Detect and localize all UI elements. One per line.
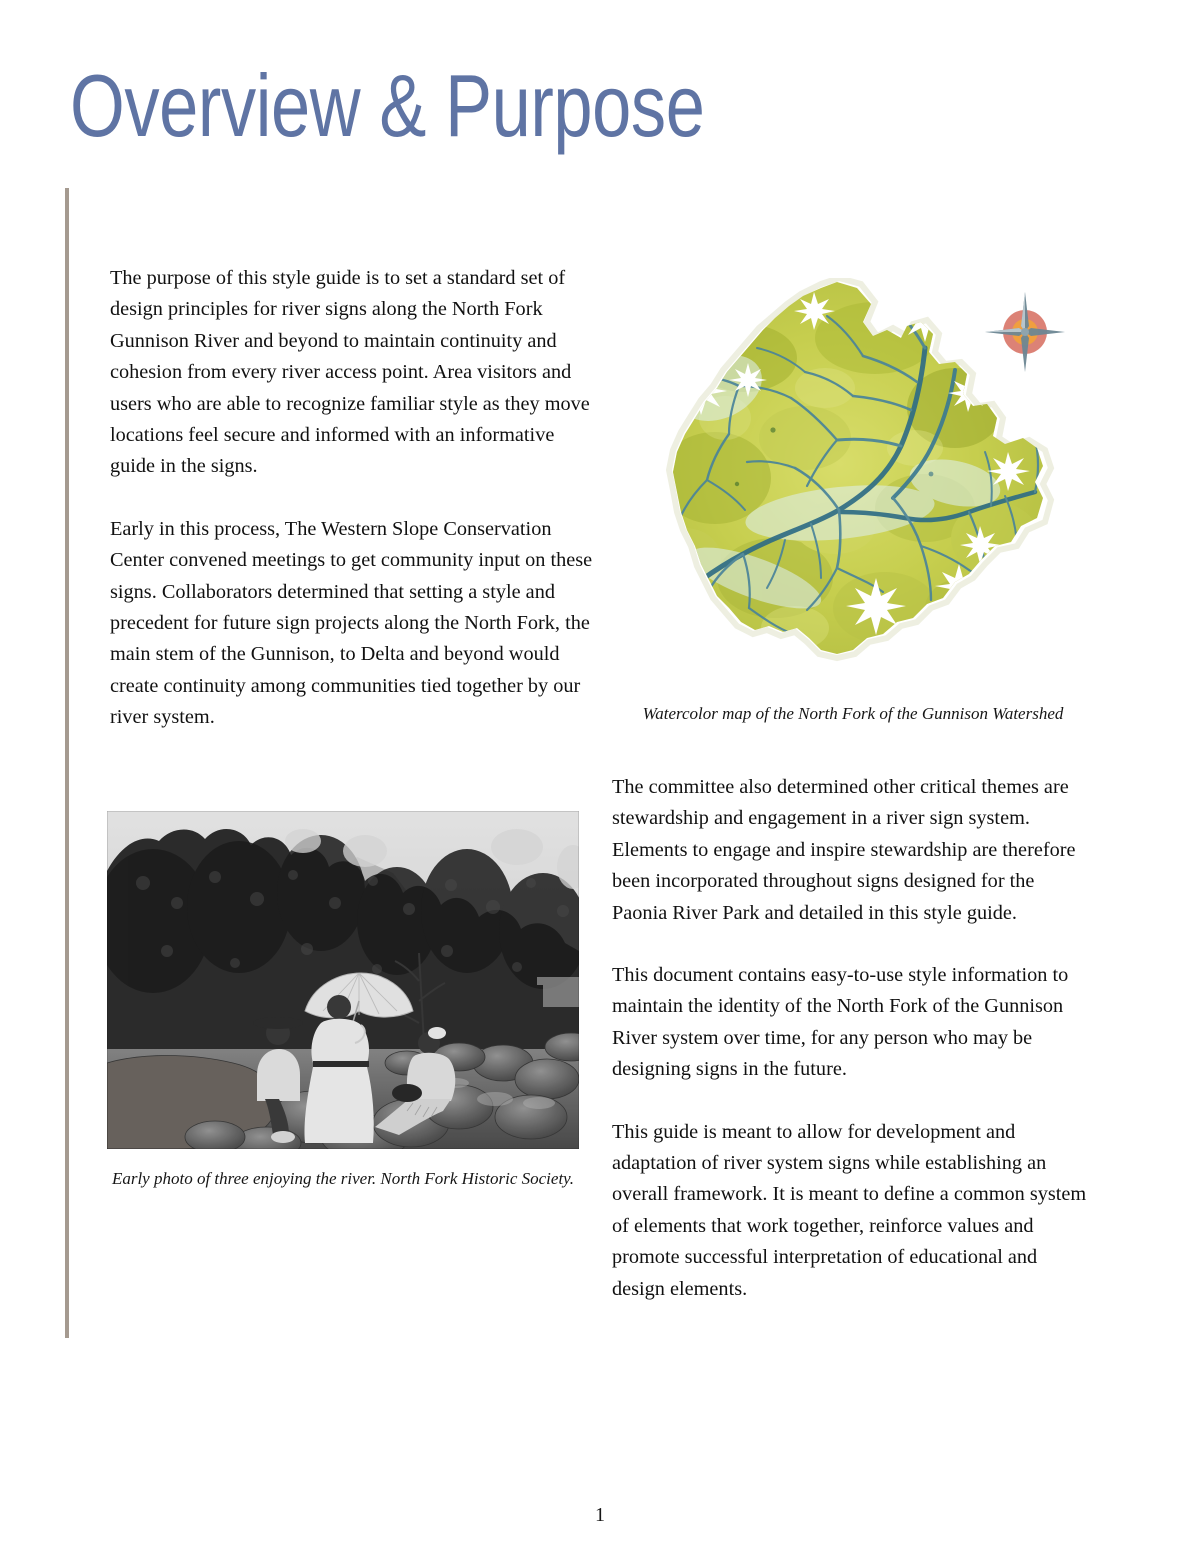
- paragraph: This document contains easy-to-use style information to maintain the identity of the North Fork of the Gunnison River system over time, for any person who may be designing signs in the future.: [612, 964, 1069, 1081]
- paragraph: The committee also determined other critical themes are stewardship and engagement in a river sign system. Elements to engage and inspire stewardship are therefore been incorporated throughout signs designed for the Paonia River Park and detailed in this style guide.: [612, 776, 1076, 924]
- left-column-text: [110, 263, 600, 765]
- right-column-text: [612, 772, 1094, 1336]
- historic-photo-image: [107, 811, 579, 1149]
- page-title: Overview & Purpose: [70, 56, 705, 155]
- paragraph: This guide is meant to allow for development and adaptation of river system signs while establishing an overall framework. It is meant to define a common system of elements that work together, reinforce values and promote successful interpretation of educational and design elements.: [612, 1120, 1087, 1300]
- page-number: 1: [595, 1504, 605, 1526]
- left-vertical-rule: [65, 188, 69, 1338]
- compass-rose-icon: [983, 290, 1067, 374]
- historic-photo-caption: Early photo of three enjoying the river. North Fork Historic Society.: [111, 1169, 575, 1188]
- watershed-map-caption: Watercolor map of the North Fork of the Gunnison Watershed: [642, 704, 1064, 723]
- paragraph: Early in this process, The Western Slope Conservation Center convened meetings to get community input on these signs. Collaborators determined that setting a style and precedent for future sign projects along the North Fork, the main stem of the Gunnison, to Delta and beyond would create continuity among communities tied together by our river system.: [110, 517, 593, 729]
- paragraph: The purpose of this style guide is to set a standard set of design principles for river signs along the North Fork Gunnison River and beyond to maintain continuity and cohesion from every river access point. Area visitors and users who are able to recognize familiar style as they move locations feel secure and informed with an informative guide in the signs.: [110, 267, 590, 478]
